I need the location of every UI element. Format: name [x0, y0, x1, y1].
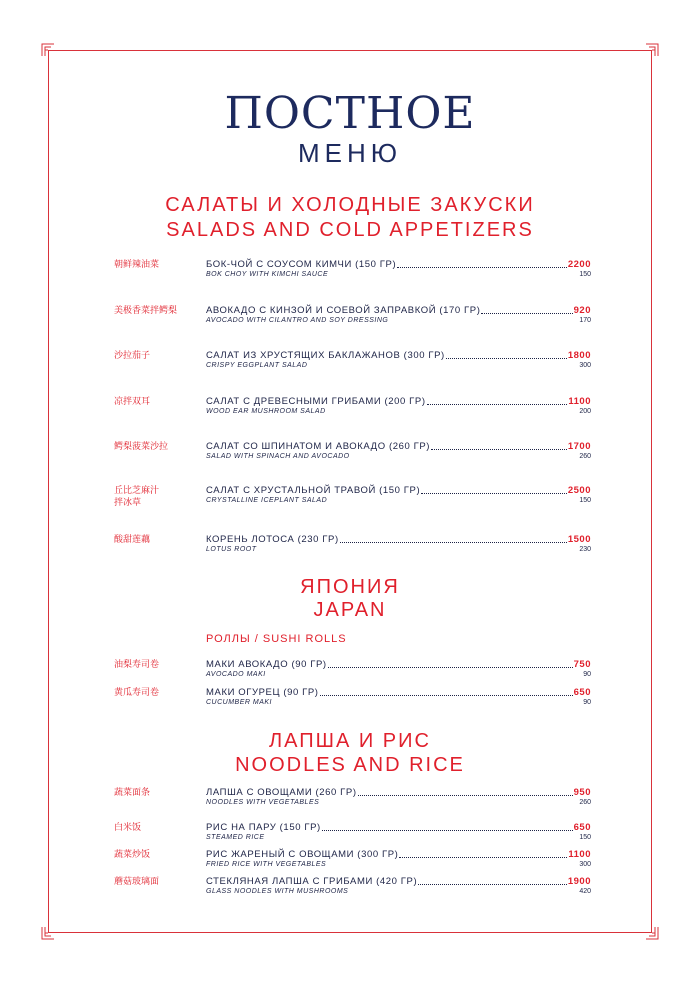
section-title-ru: САЛАТЫ И ХОЛОДНЫЕ ЗАКУСКИ: [165, 194, 535, 216]
item-weight: 90: [583, 699, 591, 706]
menu-item: [0, 305, 700, 335]
corner-ornament-icon: [645, 926, 659, 940]
item-name-cn: 凉拌双耳: [114, 397, 151, 407]
item-price: 920: [573, 305, 591, 316]
item-name-ru: МАКИ ОГУРЕЦ (90 ГР): [206, 687, 319, 698]
section-title-ru: ЯПОНИЯ: [300, 576, 400, 598]
menu-item: [0, 396, 700, 426]
menu-item: [0, 350, 700, 380]
item-weight: 200: [579, 408, 591, 415]
item-name-ru: САЛАТ С ХРУСТАЛЬНОЙ ТРАВОЙ (150 ГР): [206, 485, 421, 496]
menu-item: [0, 787, 700, 817]
corner-ornament-icon: [41, 43, 55, 57]
item-weight: 150: [579, 271, 591, 278]
leader-dots: [358, 787, 573, 796]
item-weight: 260: [579, 799, 591, 806]
leader-dots: [320, 687, 573, 696]
item-name-en: STEAMED RICE: [206, 834, 265, 841]
menu-subtitle: МЕНЮ: [297, 138, 403, 168]
item-name-en: GLASS NOODLES WITH MUSHROOMS: [206, 888, 349, 895]
leader-dots: [421, 485, 567, 494]
item-name-cn: 沙拉茄子: [114, 351, 151, 361]
item-name-en: FRIED RICE WITH VEGETABLES: [206, 861, 327, 868]
leader-dots: [431, 441, 567, 450]
menu-item: [0, 849, 700, 879]
item-name-cn: 蘑菇玻璃面: [114, 877, 160, 887]
item-price: 2500: [567, 485, 591, 496]
item-name-en: SALAD WITH SPINACH AND AVOCADO: [206, 453, 350, 460]
item-name-en: LOTUS ROOT: [206, 546, 257, 553]
item-name-cn: 鳄梨菠菜沙拉: [114, 442, 169, 452]
item-name-ru: САЛАТ ИЗ ХРУСТЯЩИХ БАКЛАЖАНОВ (300 ГР): [206, 350, 445, 361]
leader-dots: [399, 849, 567, 858]
item-weight: 170: [579, 317, 591, 324]
menu-item: [0, 822, 700, 852]
leader-dots: [328, 659, 573, 668]
item-name-ru: АВОКАДО С КИНЗОЙ И СОЕВОЙ ЗАПРАВКОЙ (170 ГР): [206, 305, 481, 316]
item-name-cn: 蔬菜炒饭: [114, 850, 151, 860]
menu-item: [0, 534, 700, 564]
item-name-ru: САЛАТ С ДРЕВЕСНЫМИ ГРИБАМИ (200 ГР): [206, 396, 426, 407]
item-price: 1800: [567, 350, 591, 361]
menu-item: [0, 259, 700, 289]
item-name-cn: 白米饭: [114, 823, 142, 833]
menu-item: [0, 659, 700, 689]
item-weight: 420: [579, 888, 591, 895]
item-name-ru: МАКИ АВОКАДО (90 ГР): [206, 659, 327, 670]
item-price: 1900: [567, 876, 591, 887]
item-weight: 90: [583, 671, 591, 678]
leader-dots: [322, 822, 573, 831]
item-name-ru: САЛАТ СО ШПИНАТОМ И АВОКАДО (260 ГР): [206, 441, 431, 452]
leader-dots: [397, 259, 567, 268]
item-name-cn: 蔬菜面条: [114, 788, 151, 798]
item-price: 950: [573, 787, 591, 798]
item-price: 650: [573, 687, 591, 698]
item-price: 1100: [568, 396, 591, 407]
item-name-cn: 朝鲜辣油菜: [114, 260, 160, 270]
menu-item: [0, 485, 700, 515]
item-name-ru: РИС НА ПАРУ (150 ГР): [206, 822, 321, 833]
item-name-cn: 美极香菜拌鳄梨: [114, 306, 178, 316]
item-price: 1100: [568, 849, 591, 860]
item-name-en: CRYSTALLINE ICEPLANT SALAD: [206, 497, 328, 504]
item-name-en: NOODLES WITH VEGETABLES: [206, 799, 320, 806]
item-name-cn: 油梨寿司卷: [114, 660, 160, 670]
item-name-cn: 酸甜莲藕: [114, 535, 151, 545]
item-name-en: AVOCADO MAKI: [206, 671, 266, 678]
section-title-ru: ЛАПША И РИС: [269, 730, 431, 752]
item-name-cn: 黄瓜寿司卷: [114, 688, 160, 698]
item-price: 2200: [567, 259, 591, 270]
item-weight: 150: [579, 834, 591, 841]
item-weight: 300: [579, 362, 591, 369]
item-weight: 230: [579, 546, 591, 553]
menu-title: ПОСТНОЕ: [224, 88, 476, 139]
corner-ornament-icon: [645, 43, 659, 57]
item-name-en: WOOD EAR MUSHROOM SALAD: [206, 408, 326, 415]
leader-dots: [427, 396, 568, 405]
item-name-en: AVOCADO WITH CILANTRO AND SOY DRESSING: [206, 317, 389, 324]
item-name-ru: СТЕКЛЯНАЯ ЛАПША С ГРИБАМИ (420 ГР): [206, 876, 418, 887]
leader-dots: [418, 876, 567, 885]
subsection-heading: РОЛЛЫ / SUSHI ROLLS: [206, 633, 347, 645]
leader-dots: [481, 305, 572, 314]
leader-dots: [340, 534, 567, 543]
item-price: 1700: [567, 441, 591, 452]
menu-item: [0, 876, 700, 906]
item-name-ru: БОК-ЧОЙ С СОУСОМ КИМЧИ (150 ГР): [206, 259, 397, 270]
item-price: 750: [573, 659, 591, 670]
menu-item: [0, 441, 700, 471]
item-price: 1500: [567, 534, 591, 545]
corner-ornament-icon: [41, 926, 55, 940]
menu-item: [0, 687, 700, 717]
section-title-en: JAPAN: [313, 599, 387, 621]
item-weight: 260: [579, 453, 591, 460]
item-name-en: CUCUMBER MAKI: [206, 699, 273, 706]
item-name-en: CRISPY EGGPLANT SALAD: [206, 362, 308, 369]
item-weight: 150: [579, 497, 591, 504]
item-price: 650: [573, 822, 591, 833]
item-weight: 300: [579, 861, 591, 868]
item-name-en: BOK CHOY WITH KIMCHI SAUCE: [206, 271, 329, 278]
item-name-ru: КОРЕНЬ ЛОТОСА (230 ГР): [206, 534, 339, 545]
item-name-ru: РИС ЖАРЕНЫЙ С ОВОЩАМИ (300 ГР): [206, 849, 399, 860]
item-name-cn: 丘比芝麻汁 拌冰草: [114, 486, 160, 508]
item-name-ru: ЛАПША С ОВОЩАМИ (260 ГР): [206, 787, 357, 798]
section-title-en: NOODLES AND RICE: [235, 754, 465, 776]
section-title-en: SALADS AND COLD APPETIZERS: [166, 219, 534, 241]
leader-dots: [446, 350, 567, 359]
